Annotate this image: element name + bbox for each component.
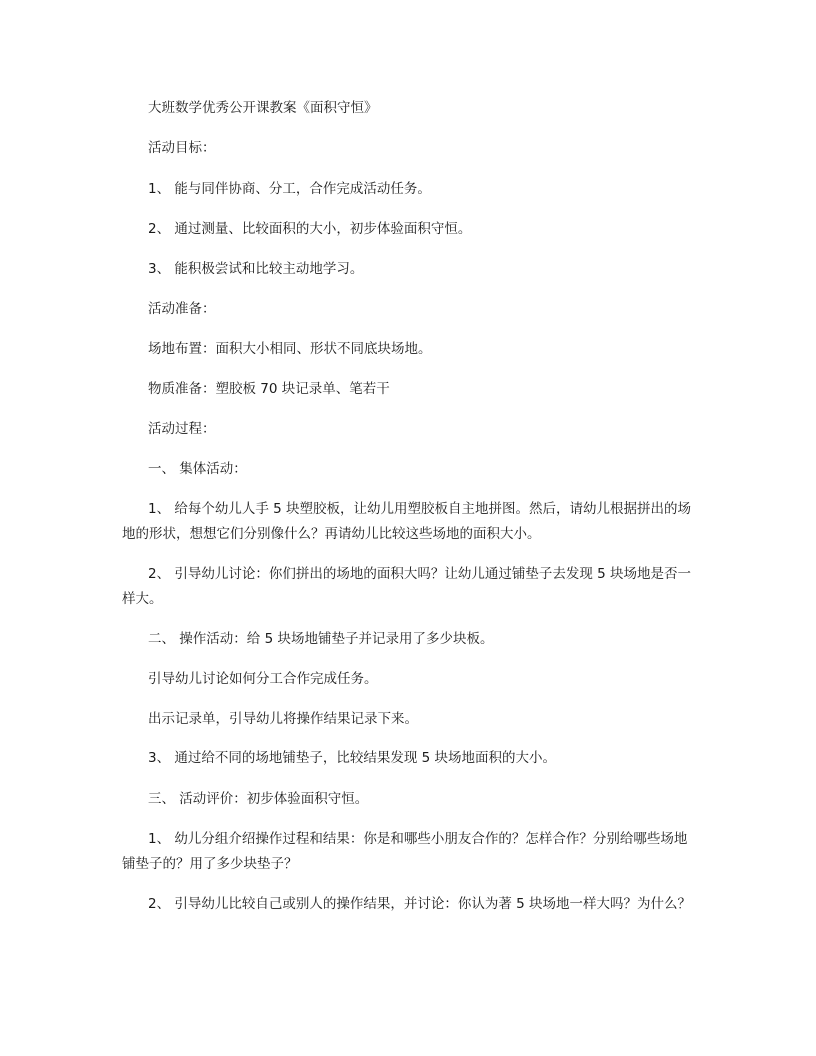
- paragraph: 二、 操作活动：给 5 块场地铺垫子并记录用了多少块板。: [148, 631, 494, 647]
- document-title: 大班数学优秀公开课教案《面积守恒》: [148, 100, 378, 116]
- paragraph: 场地布置：面积大小相同、形状不同底块场地。: [148, 341, 432, 357]
- paragraph: 物质准备：塑胶板 70 块记录单、笔若干: [148, 381, 390, 397]
- paragraph: 1、 给每个幼儿人手 5 块塑胶板，让幼儿用塑胶板自主地拼图。然后，请幼儿根据拼出的场地的形状，想想它们分别像什么？再请幼儿比较这些场地的面积大小。: [122, 501, 692, 542]
- paragraph: 出示记录单，引导幼儿将操作结果记录下来。: [148, 711, 418, 727]
- paragraph: 1、 能与同伴协商、分工，合作完成活动任务。: [148, 181, 431, 197]
- paragraph: 3、 通过给不同的场地铺垫子，比较结果发现 5 块场地面积的大小。: [148, 750, 557, 766]
- paragraph: 2、 引导幼儿比较自己或别人的操作结果，并讨论：你认为著 5 块场地一样大吗？为什么？: [148, 896, 692, 912]
- section-heading-process: 活动过程：: [148, 421, 216, 437]
- section-heading-preparation: 活动准备：: [148, 301, 216, 317]
- paragraph: 2、 引导幼儿讨论：你们拼出的场地的面积大吗？让幼儿通过铺垫子去发现 5 块场地是否一样大。: [122, 566, 692, 607]
- paragraph: 引导幼儿讨论如何分工合作完成任务。: [148, 671, 378, 687]
- paragraph: 2、 通过测量、比较面积的大小，初步体验面积守恒。: [148, 221, 472, 237]
- paragraph: 一、 集体活动：: [148, 461, 247, 477]
- paragraph: 三、 活动评价：初步体验面积守恒。: [148, 791, 369, 807]
- section-heading-goals: 活动目标：: [148, 140, 216, 156]
- paragraph: 1、 幼儿分组介绍操作过程和结果：你是和哪些小朋友合作的？怎样合作？分别给哪些场地铺垫子的？用了多少块垫子？: [122, 831, 688, 872]
- paragraph: 3、 能积极尝试和比较主动地学习。: [148, 261, 364, 277]
